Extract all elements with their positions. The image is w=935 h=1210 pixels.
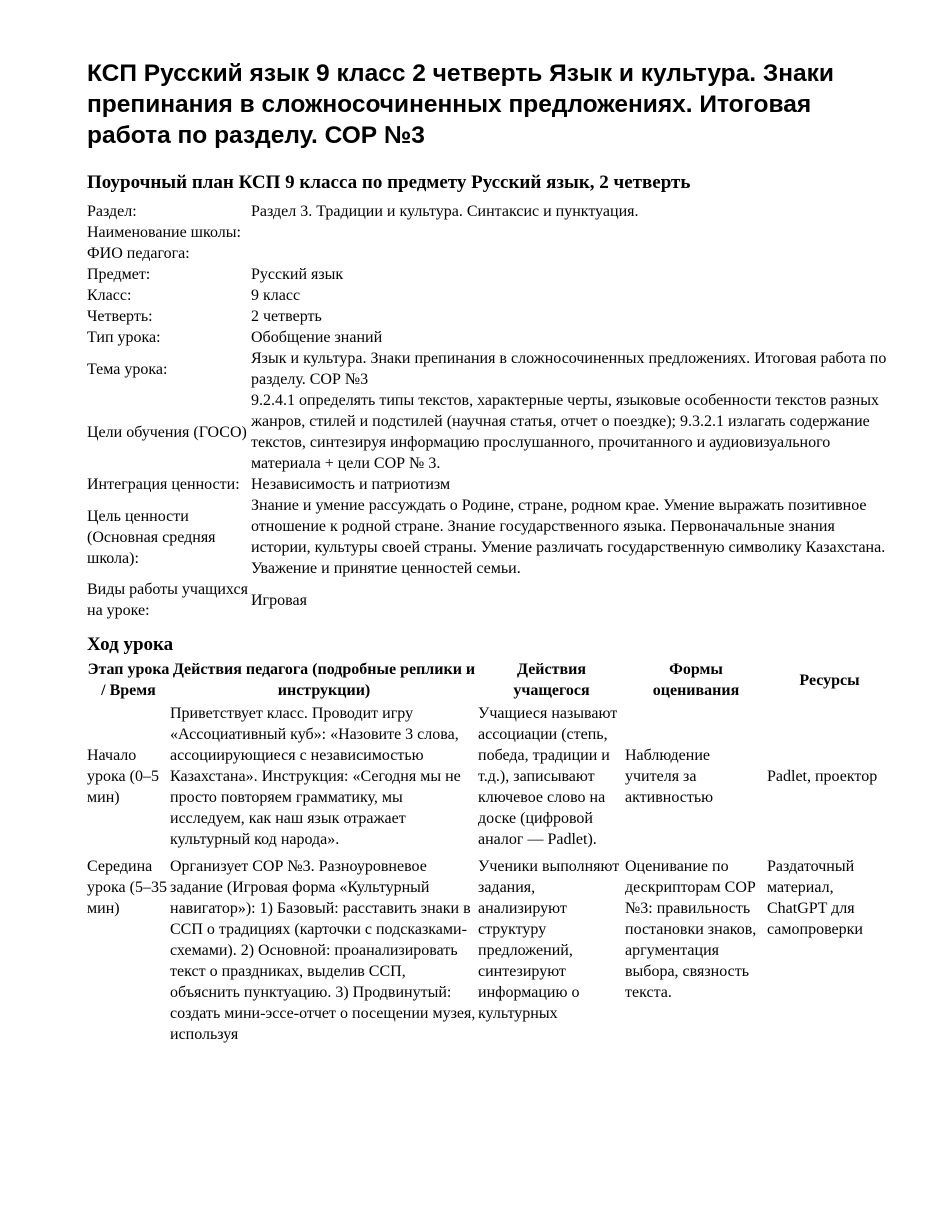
column-header-resources: Ресурсы <box>799 671 860 689</box>
document-title: КСП Русский язык 9 класс 2 четверть Язык и культура. Знаки препинания в сложносочиненных предложениях. Итоговая работа по разделу. СОР №3 <box>87 60 834 149</box>
info-label: Тип урока: <box>87 329 161 346</box>
info-value: Раздел 3. Традиции и культура. Синтаксис и пунктуация. <box>251 203 639 220</box>
info-label: Класс: <box>87 287 132 304</box>
info-row-section <box>87 201 892 222</box>
assessment-cell: Наблюдение учителя за активностью <box>625 747 714 806</box>
lesson-info-table <box>87 201 892 621</box>
lesson-heading: Ход урока <box>87 634 174 655</box>
stage-cell: Середина урока (5–35 мин) <box>87 858 167 917</box>
info-row-work <box>87 579 892 621</box>
column-header-stage: Этап урока / Время <box>87 661 170 699</box>
teacher-actions-cell: Организует СОР №3. Разноуровневое задание (Игровая форма «Культурный навигатор»): 1) Базовый: расставить знаки в ССП о традициях (карточки с подсказками-схемами). 2) Основной: проанализировать текст о праздниках, выделив ССП, объяснить пунктуацию. 3) Продвинутый: создать мини-эссе-отчет о посещении музея, используя <box>170 858 476 1043</box>
column-header-assessment: Формы оценивания <box>652 661 740 699</box>
info-label: Раздел: <box>87 203 137 220</box>
info-value: Русский язык <box>251 266 344 283</box>
info-row-values-goal <box>87 495 892 579</box>
column-header-student: Действия учащегося <box>513 661 590 699</box>
info-row-class <box>87 285 892 306</box>
info-value: Знание и умение рассуждать о Родине, стране, родном крае. Умение выражать позитивное отношение к родной стране. Знание государственного языка. Первоначальные знания истории, культуры своей страны. Умение различать государственную символику Казахстана. Уважение и принятие ценностей семьи. <box>251 497 886 577</box>
info-row-topic <box>87 348 892 390</box>
info-row-quarter <box>87 306 892 327</box>
info-value: Язык и культура. Знаки препинания в сложносочиненных предложениях. Итоговая работа по разделу. СОР №3 <box>251 350 887 388</box>
info-row-goals <box>87 390 892 474</box>
plan-subtitle: Поурочный план КСП 9 класса по предмету Русский язык, 2 четверть <box>87 172 691 193</box>
column-header-teacher: Действия педагога (подробные реплики и инструкции) <box>172 661 476 699</box>
info-row-subject <box>87 264 892 285</box>
assessment-cell: Оценивание по дескрипторам СОР №3: правильность постановки знаков, аргументация выбора, связность текста. <box>625 858 757 1001</box>
info-value: Независимость и патриотизм <box>251 476 451 493</box>
info-row-type <box>87 327 892 348</box>
stage-cell: Начало урока (0–5 мин) <box>87 747 159 806</box>
info-value: 2 четверть <box>251 308 322 325</box>
info-label: ФИО педагога: <box>87 245 190 262</box>
document-page <box>87 58 892 1051</box>
info-label: Цель ценности (Основная средняя школа): <box>87 507 216 567</box>
lesson-header-row <box>87 659 892 703</box>
resources-cell: Раздаточный материал, ChatGPT для самопроверки <box>767 858 863 938</box>
student-actions-cell: Ученики выполняют задания, анализируют структуру предложений, синтезируют информацию о культурных <box>478 858 620 1022</box>
info-label: Цели обучения (ГОСО) <box>87 423 247 441</box>
table-row <box>87 703 892 856</box>
student-actions-cell: Учащиеся называют ассоциации (степь, победа, традиции и т.д.), записывают ключевое слово на доске (цифровой аналог — Padlet). <box>478 705 618 848</box>
teacher-actions-cell: Приветствует класс. Проводит игру «Ассоциативный куб»: «Назовите 3 слова, ассоциирующиеся с независимостью Казахстана». Инструкция: «Сегодня мы не просто повторяем грамматику, мы исследуем, как наш язык отражает культурный код народа». <box>170 705 461 848</box>
info-value: 9.2.4.1 определять типы текстов, характерные черты, языковые особенности текстов разных жанров, стилей и подстилей (научная статья, отчет о поездке); 9.3.2.1 излагать содержание текстов, синтезируя информацию прослушанного, прочитанного и аудиовизуального материала + цели СОР № 3. <box>251 392 879 472</box>
info-label: Предмет: <box>87 266 151 283</box>
info-value: Игровая <box>251 591 307 609</box>
table-row <box>87 856 892 1051</box>
info-label: Интеграция ценности: <box>87 476 240 493</box>
info-value: Обобщение знаний <box>251 329 383 346</box>
resources-cell: Padlet, проектор <box>767 768 878 785</box>
info-label: Виды работы учащихся на уроке: <box>87 581 248 619</box>
lesson-flow-table <box>87 659 892 1051</box>
info-value: 9 класс <box>251 287 301 304</box>
info-label: Наименование школы: <box>87 224 241 241</box>
info-row-values <box>87 474 892 495</box>
info-label: Тема урока: <box>87 360 168 378</box>
info-label: Четверть: <box>87 308 153 325</box>
